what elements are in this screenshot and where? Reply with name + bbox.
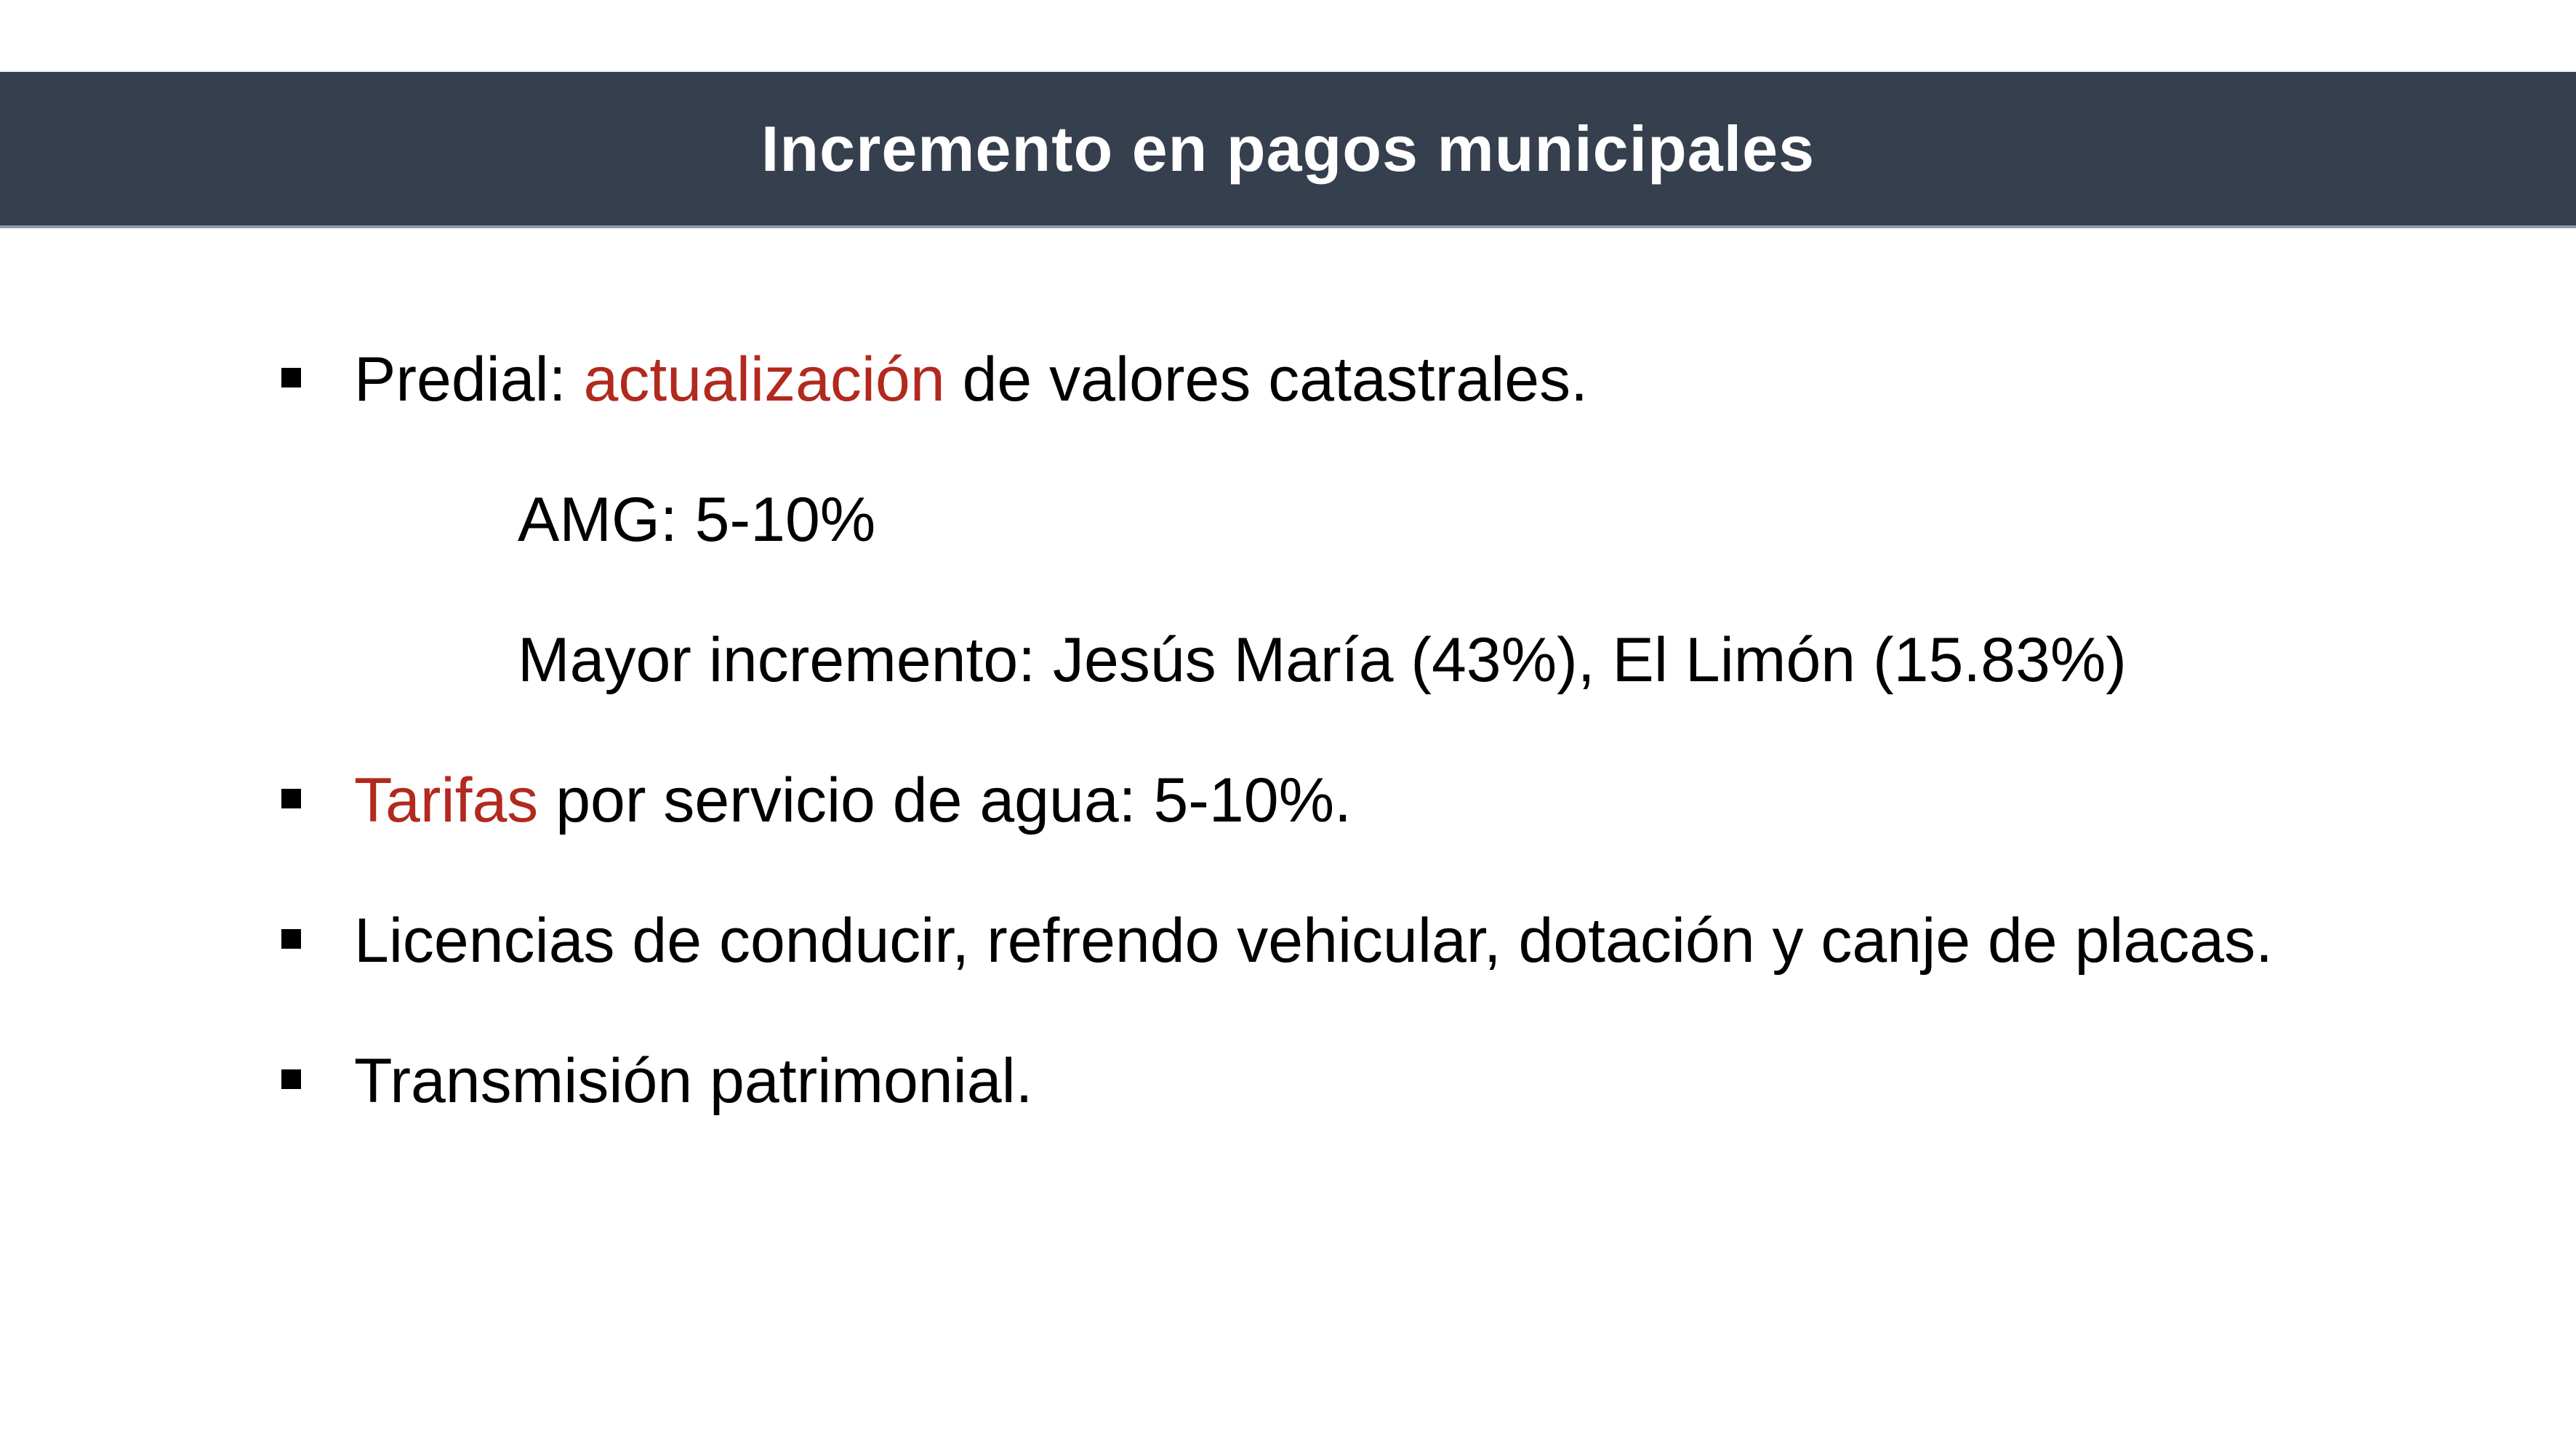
bullet-text	[354, 343, 1588, 416]
text-segment: Predial:	[354, 345, 584, 414]
text-segment: Transmisión patrimonial.	[354, 1046, 1033, 1116]
bullet-square-icon	[281, 789, 301, 808]
text-segment: de valores catastrales.	[944, 345, 1589, 414]
accent-text-segment: Tarifas	[354, 766, 539, 835]
sub-item-mayor-incremento	[0, 624, 2576, 696]
bullet-text	[354, 764, 1352, 837]
sub-item-text	[518, 624, 2127, 696]
sub-item-amg	[0, 483, 2576, 556]
text-segment: Licencias de conducir, refrendo vehicular, dotación y canje de placas.	[354, 906, 2273, 976]
bullet-list	[0, 227, 2576, 1185]
bullet-item-transmision	[0, 1045, 2576, 1117]
bullet-square-icon	[281, 929, 301, 949]
sub-item-text	[518, 483, 875, 556]
accent-text-segment: actualización	[583, 345, 945, 414]
bullet-square-icon	[281, 368, 301, 387]
bullet-item-tarifas	[0, 764, 2576, 837]
text-segment: por servicio de agua: 5-10%.	[538, 766, 1352, 835]
bullet-item-licencias	[0, 904, 2576, 977]
text-segment: AMG: 5-10%	[518, 485, 876, 555]
bullet-item-predial	[0, 343, 2576, 416]
bullet-square-icon	[281, 1069, 301, 1089]
text-segment: Mayor incremento: Jesús María (43%), El Limón (15.83%)	[518, 625, 2127, 695]
bullet-text	[354, 904, 2273, 977]
title-bar	[0, 71, 2576, 228]
bullet-text	[354, 1045, 1033, 1117]
slide-title: Incremento en pagos municipales	[761, 112, 1815, 185]
